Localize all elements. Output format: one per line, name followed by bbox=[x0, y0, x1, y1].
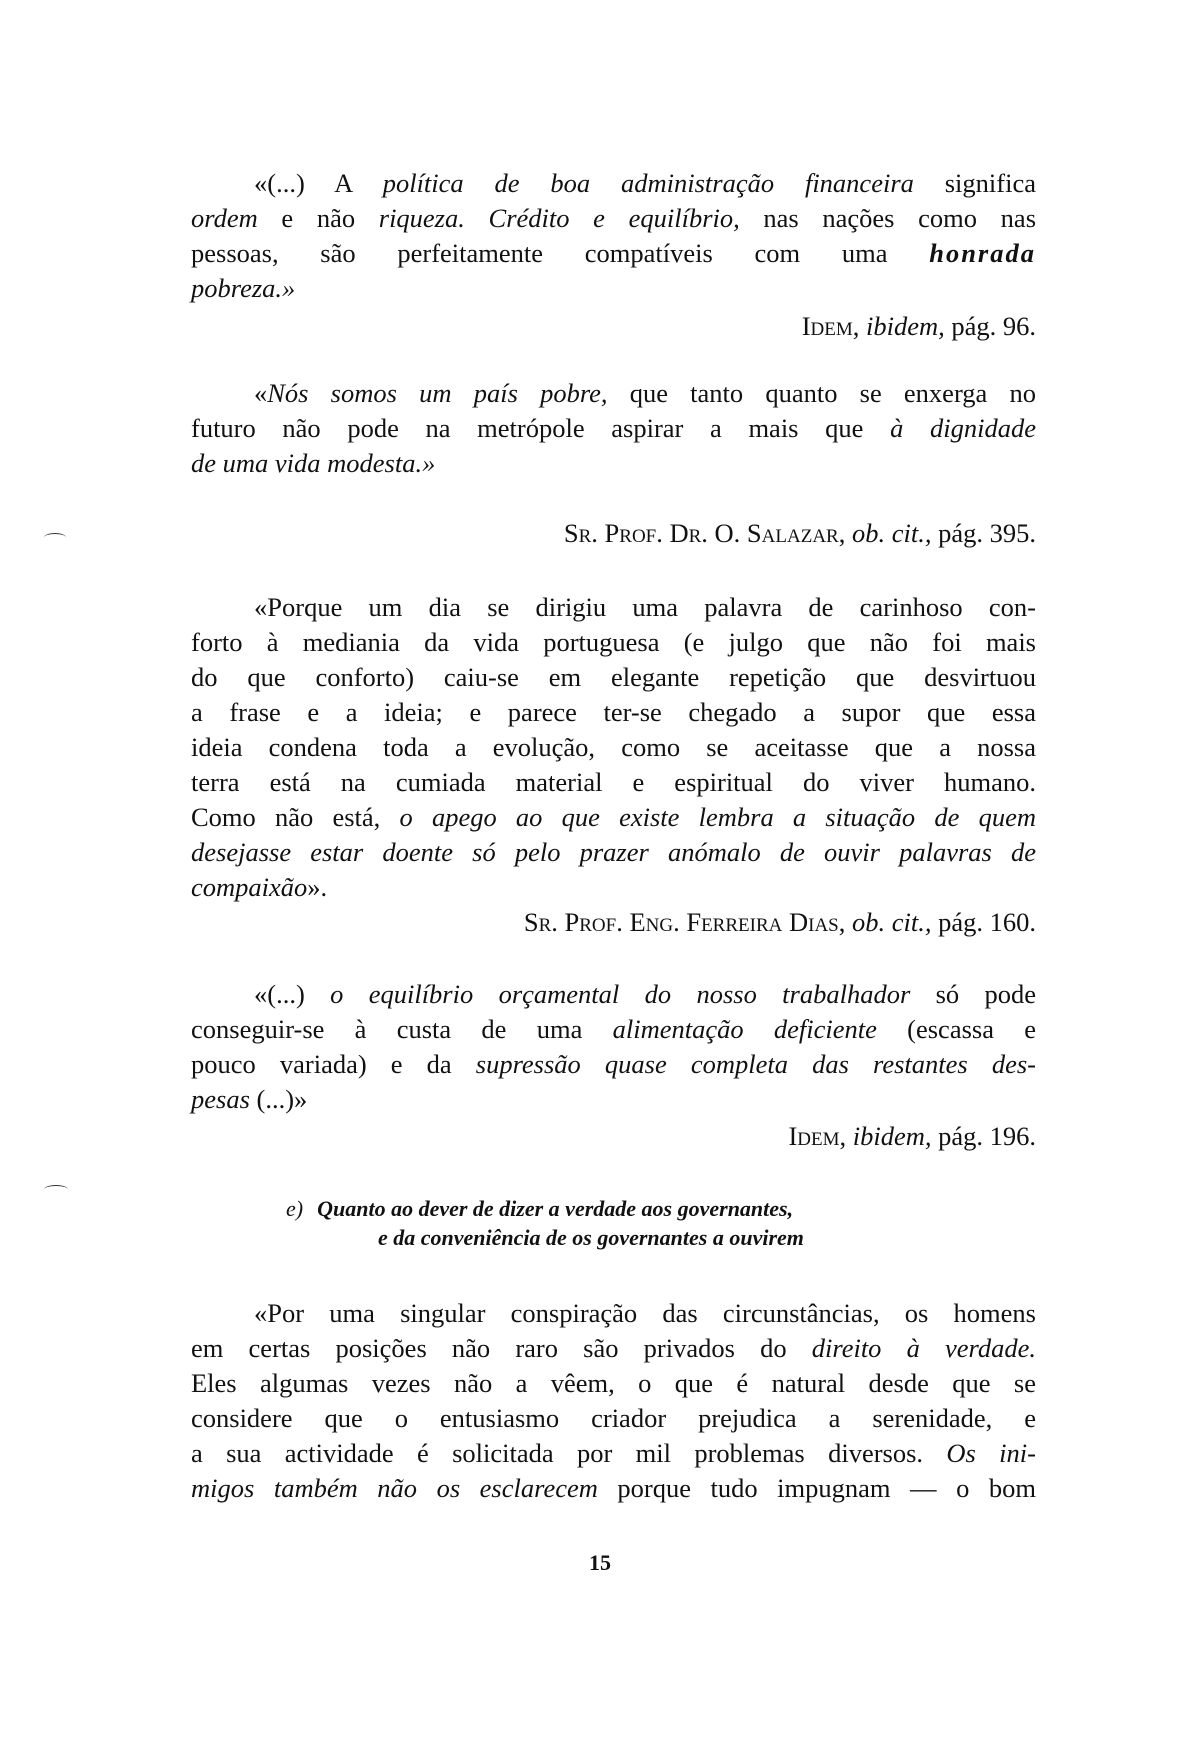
text-run: (escassa e bbox=[876, 1014, 1037, 1044]
paragraph-3 bbox=[191, 590, 1036, 905]
text-run: « bbox=[254, 378, 268, 408]
text-line bbox=[191, 835, 1036, 870]
citation-4 bbox=[788, 1119, 1036, 1154]
italic-text: desejasse estar doente só pelo prazer anómalo de ouvir palavras de bbox=[191, 837, 1036, 867]
italic-text: pobreza.» bbox=[191, 273, 296, 303]
text-line bbox=[191, 376, 1036, 411]
citation-page: pág. 160. bbox=[938, 907, 1036, 937]
citation-work: ob. cit., bbox=[851, 518, 932, 548]
text-run: «Porque um dia se dirigiu uma palavra de carinhoso con- bbox=[254, 592, 1036, 622]
text-line bbox=[191, 1401, 1036, 1436]
text-run: «(...) bbox=[254, 979, 331, 1009]
text-run: ». bbox=[307, 872, 328, 902]
citation-2 bbox=[564, 516, 1036, 551]
heading-line-1: Quanto ao dever de dizer a verdade aos governantes, bbox=[317, 1196, 794, 1221]
citation-author: Sr. Prof. Dr. O. Salazar, bbox=[563, 518, 846, 548]
italic-text: ordem bbox=[191, 203, 258, 233]
text-run: em certas posições não raro são privados do bbox=[191, 1333, 812, 1363]
citation-work: ob. cit., bbox=[851, 907, 932, 937]
text-run: que tanto quanto se enxerga no bbox=[607, 378, 1036, 408]
text-run: significa bbox=[913, 168, 1036, 198]
text-line bbox=[191, 411, 1036, 446]
text-line bbox=[191, 271, 1036, 306]
text-run: do que conforto) caiu-se em elegante repetição que desvirtuou bbox=[191, 662, 1036, 692]
italic-text: o apego ao que existe lembra a situação de quem bbox=[399, 802, 1036, 832]
text-line bbox=[191, 1012, 1036, 1047]
text-line bbox=[191, 977, 1036, 1012]
citation-page: pág. 96. bbox=[951, 311, 1036, 341]
text-run: Eles algumas vezes não a vêem, o que é natural desde que se bbox=[191, 1368, 1036, 1398]
text-run: «Por uma singular conspiração das circunstâncias, os homens bbox=[254, 1298, 1036, 1328]
heading-line-2: e da conveniência de os governantes a ouvirem bbox=[378, 1225, 804, 1250]
text-line bbox=[191, 1331, 1036, 1366]
text-run: e não bbox=[257, 203, 379, 233]
text-run: ideia condena toda a evolução, como se aceitasse que a nossa bbox=[191, 732, 1036, 762]
text-line bbox=[191, 870, 1036, 905]
text-line bbox=[191, 1436, 1036, 1471]
text-run: só pode bbox=[910, 979, 1037, 1009]
heading-marker: e) bbox=[286, 1196, 304, 1221]
paragraph-5 bbox=[191, 1296, 1036, 1506]
italic-text: direito à verdade. bbox=[811, 1333, 1036, 1363]
text-run: futuro não pode na metrópole aspirar a mais que bbox=[191, 413, 891, 443]
italic-text: Nós somos um país pobre, bbox=[267, 378, 608, 408]
text-line bbox=[191, 201, 1036, 236]
text-line bbox=[191, 800, 1036, 835]
italic-text: de uma vida modesta.» bbox=[191, 448, 436, 478]
text-run: «(...) A bbox=[254, 168, 383, 198]
text-run: nas nações como nas bbox=[739, 203, 1037, 233]
scan-mark bbox=[44, 533, 66, 542]
text-line bbox=[191, 166, 1036, 201]
page-number: 15 bbox=[589, 1550, 611, 1575]
italic-text: riqueza. Crédito e equilíbrio, bbox=[378, 203, 740, 233]
text-line bbox=[191, 695, 1036, 730]
citation-page: pág. 395. bbox=[938, 518, 1036, 548]
text-run: a frase e a ideia; e parece ter-se chegado a supor que essa bbox=[191, 697, 1036, 727]
citation-author: Idem, bbox=[801, 311, 860, 341]
text-line bbox=[191, 1296, 1036, 1331]
citation-work: ibidem, bbox=[865, 311, 945, 341]
text-run: terra está na cumiada material e espiritual do viver humano. bbox=[191, 767, 1036, 797]
text-line bbox=[191, 660, 1036, 695]
text-run: conseguir-se à custa de uma bbox=[191, 1014, 613, 1044]
text-line bbox=[191, 236, 1036, 271]
scan-mark bbox=[44, 1185, 68, 1194]
italic-text: o equilíbrio orçamental do nosso trabalhador bbox=[330, 979, 911, 1009]
text-run: a sua actividade é solicitada por mil problemas diversos. bbox=[191, 1438, 947, 1468]
text-run: pessoas, são perfeitamente compatíveis com uma bbox=[191, 238, 930, 268]
citation-author: Sr. Prof. Eng. Ferreira Dias, bbox=[523, 907, 846, 937]
text-line bbox=[191, 1047, 1036, 1082]
text-line bbox=[191, 1366, 1036, 1401]
italic-text: política de boa administração financeira bbox=[382, 168, 914, 198]
italic-text: honrada bbox=[929, 238, 1036, 268]
italic-text: à dignidade bbox=[890, 413, 1036, 443]
italic-text: alimentação deficiente bbox=[612, 1014, 877, 1044]
citation-work: ibidem, bbox=[852, 1121, 932, 1151]
text-run: Como não está, bbox=[191, 802, 400, 832]
italic-text: compaixão bbox=[191, 872, 308, 902]
text-run: porque tudo impugnam — o bom bbox=[597, 1473, 1036, 1503]
paragraph-4 bbox=[191, 977, 1036, 1117]
citation-author: Idem, bbox=[788, 1121, 847, 1151]
text-run: considere que o entusiasmo criador prejudica a serenidade, e bbox=[191, 1403, 1036, 1433]
text-line bbox=[191, 730, 1036, 765]
italic-text: migos também não os esclarecem bbox=[191, 1473, 598, 1503]
text-line bbox=[191, 1471, 1036, 1506]
text-run: forto à mediania da vida portuguesa (e julgo que não foi mais bbox=[191, 627, 1036, 657]
text-run: pouco variada) e da bbox=[191, 1049, 476, 1079]
paragraph-1 bbox=[191, 166, 1036, 306]
text-line bbox=[191, 1082, 1036, 1117]
italic-text: supressão quase completa das restantes des- bbox=[475, 1049, 1036, 1079]
citation-3 bbox=[524, 905, 1036, 940]
citation-1 bbox=[802, 309, 1036, 344]
text-line bbox=[191, 765, 1036, 800]
italic-text: Os ini- bbox=[946, 1438, 1036, 1468]
paragraph-2 bbox=[191, 376, 1036, 481]
text-line bbox=[191, 446, 1036, 481]
text-run: (...)» bbox=[249, 1084, 308, 1114]
italic-text: pesas bbox=[191, 1084, 250, 1114]
text-line bbox=[191, 590, 1036, 625]
text-line bbox=[191, 625, 1036, 660]
citation-page: pág. 196. bbox=[938, 1121, 1036, 1151]
